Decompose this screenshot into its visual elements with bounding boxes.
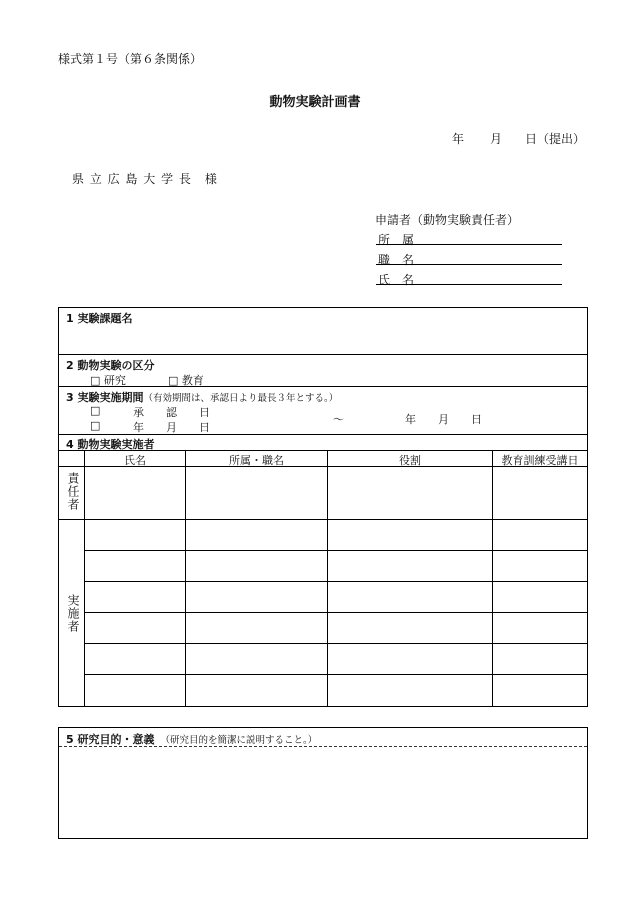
page-title: 動物実験計画書 — [269, 95, 361, 110]
period-tilde: ～ — [333, 413, 344, 426]
research-purpose-field[interactable] — [60, 748, 586, 837]
section1-title: 1 実験課題名 — [66, 312, 133, 325]
divider — [84, 674, 588, 675]
col-header-affiliation: 所属・職名 — [229, 454, 284, 467]
date-month-label: 月 — [490, 132, 503, 146]
section3-header — [66, 389, 338, 405]
responsible-training-date-cell[interactable] — [494, 468, 586, 518]
applicant-name-label: 氏 名 — [378, 273, 415, 287]
divider — [58, 386, 588, 387]
date-day-label: 日（提出） — [525, 132, 586, 146]
divider — [492, 450, 493, 706]
applicant-name-field[interactable] — [376, 284, 562, 285]
date-year-label: 年 — [452, 132, 465, 146]
applicant-position-field[interactable] — [376, 264, 562, 265]
divider — [58, 466, 588, 467]
col-header-name: 氏名 — [124, 454, 146, 467]
start-option-approval-checkbox[interactable]: □ — [90, 404, 101, 417]
group-responsible-label: 責任者 — [66, 472, 80, 511]
responsible-name-cell[interactable] — [86, 468, 184, 518]
divider — [84, 581, 588, 582]
divider — [84, 450, 85, 706]
divider — [185, 450, 186, 706]
start-option-approval-label: 承 認 日 — [133, 406, 210, 419]
applicant-affiliation-label: 所 属 — [378, 233, 415, 247]
option-research[interactable]: □ 研究 — [90, 374, 126, 387]
end-date-label: 年 月 日 — [405, 413, 482, 426]
section3-title: 3 実験実施期間 — [66, 391, 144, 404]
addressee: 県 立 広 島 大 学 長 様 — [72, 172, 218, 186]
applicant-heading: 申請者（動物実験責任者） — [375, 213, 520, 227]
experiment-title-field[interactable] — [60, 326, 586, 353]
section2-title: 2 動物実験の区分 — [66, 359, 155, 372]
form-number: 様式第１号（第６条関係） — [58, 52, 203, 66]
divider — [84, 643, 588, 644]
applicant-affiliation-field[interactable] — [376, 244, 562, 245]
start-option-date-label: 年 月 日 — [133, 421, 210, 434]
responsible-role-cell[interactable] — [329, 468, 491, 518]
divider — [58, 450, 588, 451]
divider — [58, 434, 588, 435]
divider — [327, 450, 328, 706]
section4-title: 4 動物実験実施者 — [66, 438, 155, 451]
divider — [58, 519, 588, 520]
dashed-divider — [59, 746, 587, 747]
section5-title: 5 研究目的・意義 — [66, 733, 155, 746]
responsible-affiliation-cell[interactable] — [187, 468, 326, 518]
col-header-role: 役割 — [399, 454, 421, 467]
divider — [58, 354, 588, 355]
option-education[interactable]: □ 教育 — [168, 374, 204, 387]
divider — [84, 550, 588, 551]
col-header-training-date: 教育訓練受講日 — [501, 454, 579, 467]
section5-header — [66, 731, 317, 747]
section3-note: （有効期間は、承認日より最長３年とする。） — [143, 393, 339, 404]
applicant-position-label: 職 名 — [378, 253, 415, 267]
divider — [84, 612, 588, 613]
section5-note: （研究目的を簡潔に説明すること。） — [160, 735, 318, 746]
group-implementer-label: 実施者 — [66, 594, 80, 633]
start-option-date-checkbox[interactable]: □ — [90, 419, 101, 432]
